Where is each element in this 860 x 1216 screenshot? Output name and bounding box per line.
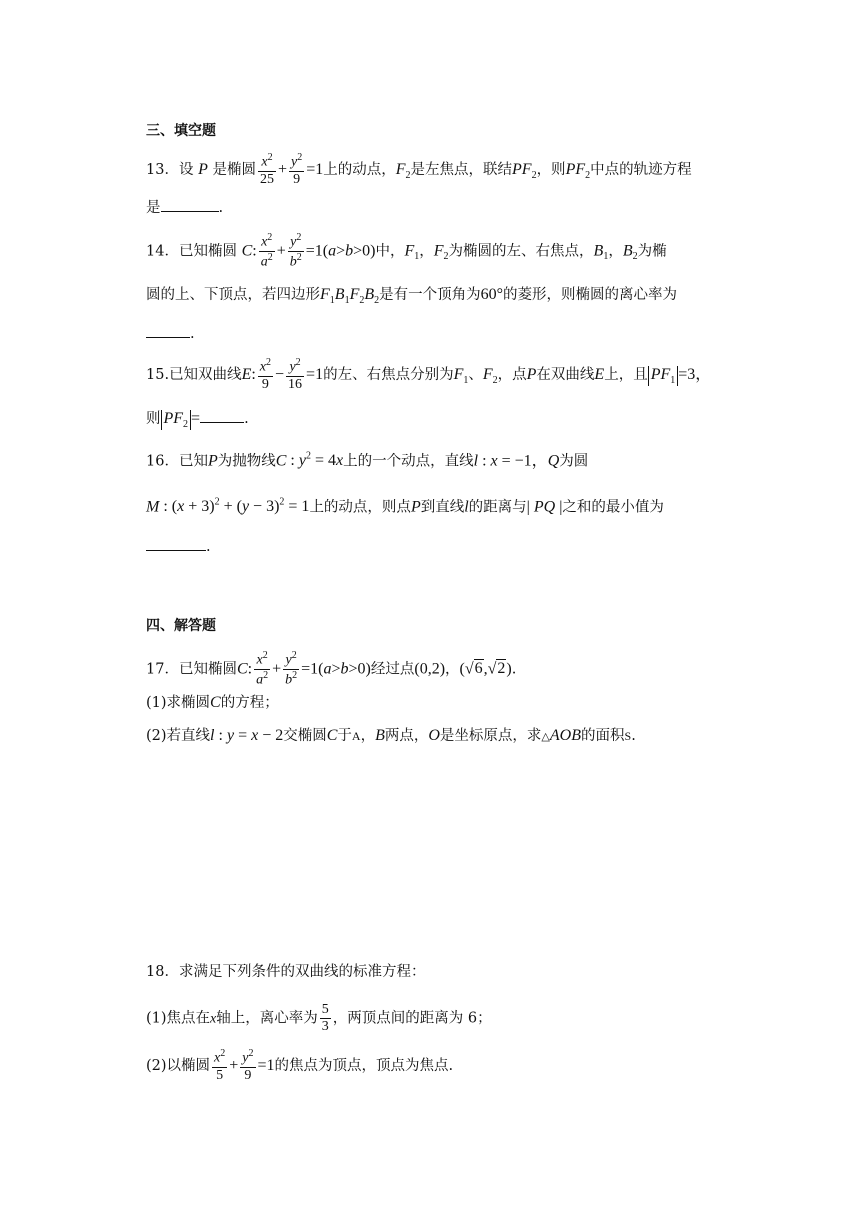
question-16-line-3: . bbox=[146, 538, 211, 555]
answer-blank bbox=[161, 199, 219, 212]
question-18-part-2: (2)以椭圆 $\frac{x^2}{5}$ + $\frac{y^2}{9}$ =1的焦点为顶点，顶点为焦点. bbox=[146, 1048, 454, 1083]
question-17-line-1: 17．已知椭圆C: $\frac{x^2}{a^2}$ + $\frac{y^2}{b^2}$ =1(a>b>0)经过点(0,2)，(√6,√2). bbox=[146, 650, 517, 688]
question-15-line-2: 则 $PF_2$ = . bbox=[146, 410, 249, 430]
question-14-line-3: . bbox=[146, 325, 195, 342]
question-15-line-1: 15.已知双曲线E: $\frac{x^2}{9}$ − $\frac{y^2}{16}$ =1的左、右焦点分别为$F_1$、$F_2$，点P在双曲线E上，且 $PF_1 =3$， bbox=[146, 357, 712, 392]
answer-blank bbox=[146, 538, 206, 551]
question-13-line-1: 13．设 P 是椭圆 $\frac{x^2}{25}$ + $\frac{y^2}{9}$ =1上的动点，$F_2$是左焦点，联结$PF_2$，则$PF_2$中点的轨迹方程 bbox=[146, 152, 692, 187]
question-17-part-2: (2)若直线l : y = x − 2交椭圆C于A，B两点，O是坐标原点，求△AOB的面积S. bbox=[146, 727, 636, 744]
section-title-fill-in: 三、填空题 bbox=[146, 123, 216, 139]
section-title-answer: 四、解答题 bbox=[146, 618, 216, 634]
question-16-line-1: 16．已知P为抛物线C : $y^2 = 4x$上的一个动点，直线l : x = −1，Q为圆 bbox=[146, 451, 589, 470]
question-14-line-1: 14．已知椭圆 C: $\frac{x^2}{a^2}$ + $\frac{y^2}{b^2}$ =1(a>b>0)中，$F_1$，$F_2$为椭圆的左、右焦点，$B_1$，$B_2$为椭 bbox=[146, 232, 667, 270]
question-13-line-2: 是 . bbox=[146, 200, 224, 216]
question-18-line-1: 18．求满足下列条件的双曲线的标准方程： bbox=[146, 964, 426, 980]
question-18-part-1: (1)焦点在x轴上，离心率为 $\frac{5}{3}$ ，两顶点间的距离为 6； bbox=[146, 1002, 492, 1035]
answer-blank bbox=[200, 410, 244, 423]
question-16-line-2: M : $(x + 3)^2 + (y - 3)^2 = 1$上的动点，则点P到直线l的距离与| PQ |之和的最小值为 bbox=[146, 497, 664, 516]
question-14-line-2: 圆的上、下顶点，若四边形$F_1B_1F_2B_2$是有一个顶角为60°的菱形，则椭圆的离心率为 bbox=[146, 286, 678, 306]
answer-blank bbox=[146, 325, 190, 338]
question-17-part-1: (1)求椭圆C的方程； bbox=[146, 694, 279, 711]
